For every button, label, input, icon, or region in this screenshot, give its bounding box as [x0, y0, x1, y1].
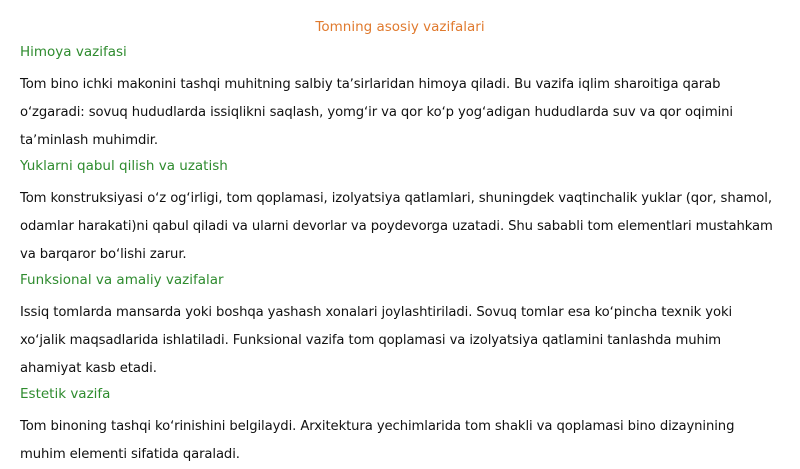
section-loads	[20, 157, 780, 269]
section-text: Tom konstruksiyasi oʻz ogʻirligi, tom qoplamasi, izolyatsiya qatlamlari, shuningdek vaqtinchalik yuklar (qor, shamol, odamlar harakati)ni qabul qiladi va ularni devorlar va poydevorga uzatadi. Shu sababli tom elementlari mustahkam va barqaror boʻlishi zarur.	[20, 191, 773, 262]
section-heading: Himoya vazifasi	[20, 44, 127, 60]
section-text: Tom bino ichki makonini tashqi muhitning salbiy taʼsirlaridan himoya qiladi. Bu vazifa iqlim sharoitiga qarab oʻzgaradi: sovuq hududlarda issiqlikni saqlash, yomgʻir va qor koʻp yogʻadigan hududlarda suv va qor oqimini taʼminlash muhimdir.	[20, 77, 733, 148]
section-text: Tom binoning tashqi koʻrinishini belgilaydi. Arxitektura yechimlarida tom shakli va qoplamasi bino dizaynining muhim elementi sifatida qaraladi.	[20, 419, 735, 462]
section-protection	[20, 43, 780, 155]
slide-title: Tomning asosiy vazifalari	[315, 19, 485, 35]
section-heading: Estetik vazifa	[20, 386, 111, 402]
section-functional	[20, 271, 780, 383]
section-heading: Yuklarni qabul qilish va uzatish	[20, 158, 228, 174]
section-aesthetic	[20, 385, 780, 469]
section-heading: Funksional va amaliy vazifalar	[20, 272, 224, 288]
section-text: Issiq tomlarda mansarda yoki boshqa yashash xonalari joylashtiriladi. Sovuq tomlar esa koʻpincha texnik yoki xoʻjalik maqsadlarida ishlatiladi. Funksional vazifa tom qoplamasi va izolyatsiya qatlamini tanlashda muhim ahamiyat kasb etadi.	[20, 305, 733, 376]
